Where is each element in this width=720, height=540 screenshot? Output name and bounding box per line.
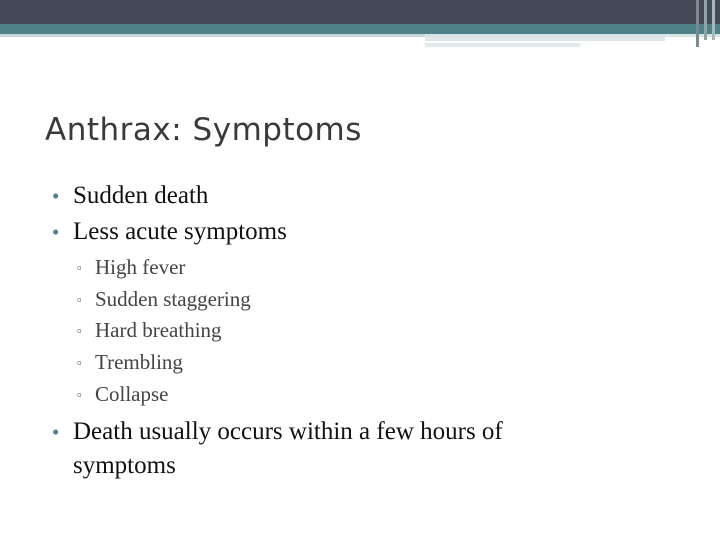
sub-bullet-marker: ▫ bbox=[77, 355, 82, 371]
slide-body bbox=[52, 178, 672, 483]
sub-bullet-marker: ▫ bbox=[77, 291, 82, 307]
bullet-item bbox=[52, 415, 672, 483]
sub-bullet-text: Collapse bbox=[95, 381, 169, 406]
bullet-marker: • bbox=[52, 419, 60, 444]
sub-bullet-text: Sudden staggering bbox=[95, 286, 251, 311]
slide-title: Anthrax: Symptoms bbox=[45, 112, 362, 148]
header-bar-dark bbox=[0, 0, 720, 24]
bullet-marker: • bbox=[52, 220, 60, 244]
sub-bullet-list bbox=[52, 252, 672, 411]
bullet-marker: • bbox=[52, 184, 60, 208]
sub-bullet-text: Hard breathing bbox=[95, 318, 222, 343]
bullet-text: Less acute symptoms bbox=[73, 218, 287, 245]
sub-bullet-item bbox=[52, 284, 672, 316]
sub-bullet-text: Trembling bbox=[95, 350, 183, 375]
bullet-item bbox=[52, 214, 672, 250]
sub-bullet-marker: ▫ bbox=[77, 386, 82, 402]
sub-bullet-item bbox=[52, 379, 672, 411]
bullet-text: Sudden death bbox=[73, 182, 209, 209]
bullet-text-line: Death usually occurs within a few hours of bbox=[73, 417, 503, 445]
header-stripe bbox=[704, 0, 707, 40]
header-accent-line bbox=[0, 34, 425, 37]
sub-bullet-item bbox=[52, 252, 672, 284]
sub-bullet-text: High fever bbox=[95, 255, 186, 279]
bullet-text-line: symptoms bbox=[73, 451, 176, 479]
sub-bullet-marker: ▫ bbox=[77, 260, 82, 275]
header-accent-line bbox=[425, 37, 665, 41]
bullet-item bbox=[52, 178, 672, 214]
sub-bullet-item bbox=[52, 315, 672, 347]
header-stripe bbox=[696, 0, 699, 47]
header-bar-teal bbox=[0, 24, 720, 34]
sub-bullet-marker: ▫ bbox=[77, 323, 82, 339]
sub-bullet-item bbox=[52, 347, 672, 379]
header-stripe bbox=[712, 0, 715, 40]
header-accent-line bbox=[425, 43, 580, 47]
